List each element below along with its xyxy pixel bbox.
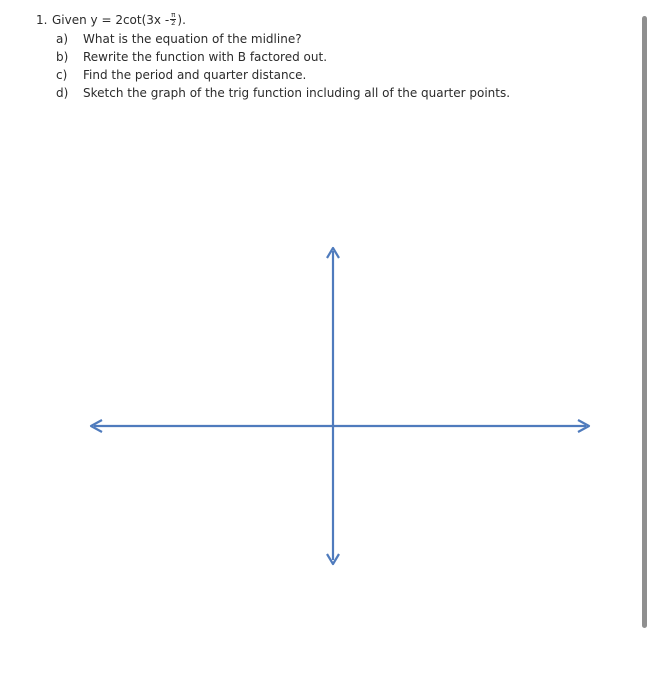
sub-question-text: What is the equation of the midline? — [83, 32, 302, 46]
sub-question-letter: a) — [56, 32, 69, 46]
problem-number: 1. — [36, 13, 48, 27]
given-prefix: Given y = 2cot(3x - — [52, 13, 170, 27]
fraction-numerator: π — [171, 11, 176, 19]
sub-question-letter: c) — [56, 68, 68, 82]
sub-question-letter: d) — [56, 86, 69, 100]
sub-question-text: Find the period and quarter distance. — [83, 68, 307, 82]
given-suffix: ). — [177, 13, 186, 27]
vertical-scrollbar[interactable] — [642, 16, 647, 628]
sub-question-letter: b) — [56, 50, 69, 64]
sub-question-text: Rewrite the function with B factored out. — [83, 50, 328, 64]
fraction-denominator: 2 — [171, 19, 176, 27]
sub-question-text: Sketch the graph of the trig function including all of the quarter points. — [83, 86, 511, 100]
